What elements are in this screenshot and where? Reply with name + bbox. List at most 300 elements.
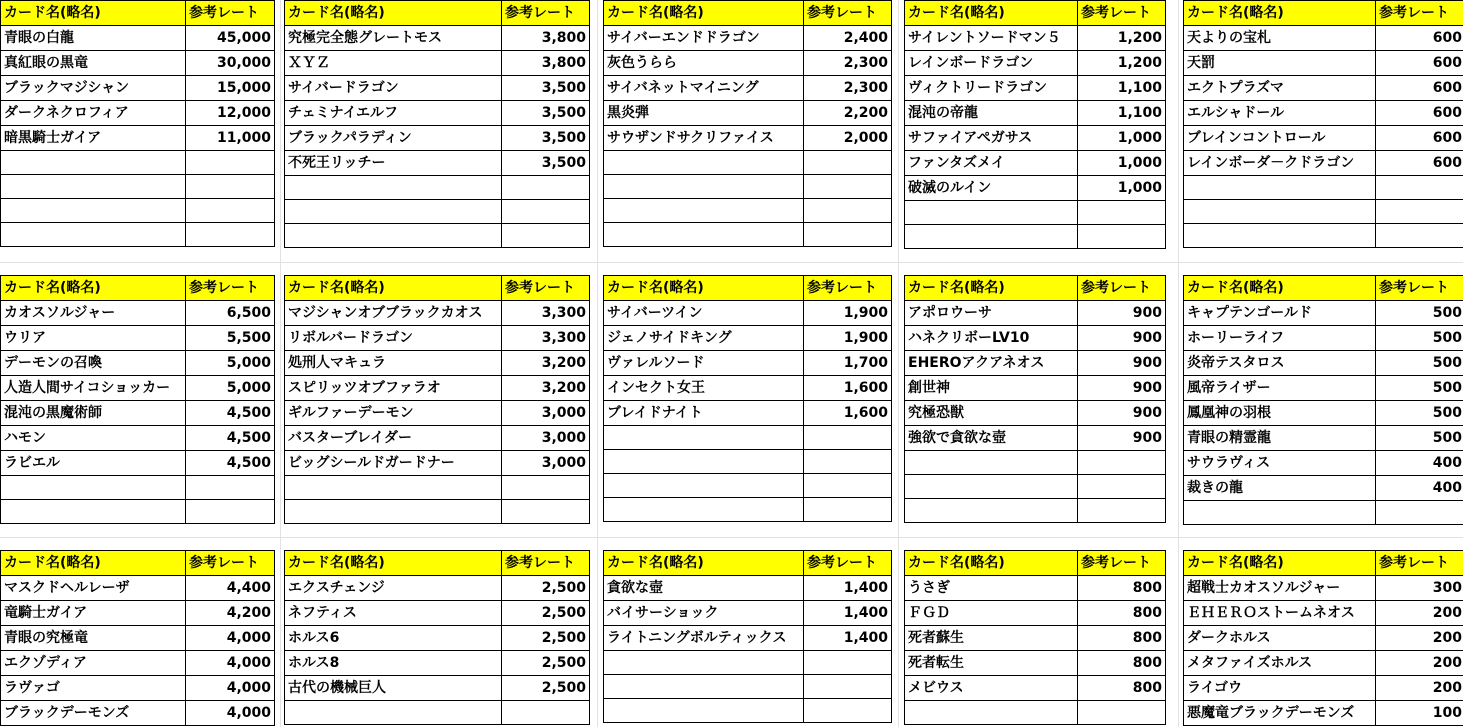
card-name-cell[interactable]: ウリア xyxy=(1,326,186,351)
card-name-cell[interactable]: ヴィクトリードラゴン xyxy=(905,76,1078,101)
card-name-cell[interactable]: ダークホルス xyxy=(1184,626,1376,651)
card-name-cell[interactable]: バスターブレイダー xyxy=(285,426,502,451)
header-card-name[interactable]: カード名(略名) xyxy=(1184,551,1376,576)
rate-cell[interactable]: 3,000 xyxy=(502,401,590,426)
rate-cell[interactable] xyxy=(1078,499,1166,523)
card-name-cell[interactable]: デーモンの召喚 xyxy=(1,351,186,376)
rate-cell[interactable]: 4,000 xyxy=(186,626,275,651)
table-row xyxy=(1,26,275,51)
card-name-cell[interactable]: アポロウーサ xyxy=(905,301,1078,326)
rate-cell[interactable]: 2,500 xyxy=(502,601,590,626)
card-name-cell[interactable]: うさぎ xyxy=(905,576,1078,601)
card-name-cell[interactable]: 悪魔竜ブラックデーモンズ xyxy=(1184,701,1376,726)
card-name-cell[interactable]: サウザンドサクリファイス xyxy=(604,126,804,151)
card-name-cell[interactable]: サウラヴィス xyxy=(1184,451,1376,476)
card-name-cell[interactable] xyxy=(1,476,186,500)
card-name-cell[interactable]: チェミナイエルフ xyxy=(285,101,502,126)
rate-cell[interactable]: 200 xyxy=(1376,651,1463,676)
table-row xyxy=(1184,626,1463,651)
rate-cell[interactable]: 800 xyxy=(1078,601,1166,626)
table-row xyxy=(285,651,590,676)
rate-cell[interactable]: 1,400 xyxy=(804,601,892,626)
card-name-cell[interactable]: ハネクリボーLV10 xyxy=(905,326,1078,351)
card-name-cell[interactable] xyxy=(905,451,1078,475)
rate-cell[interactable]: 12,000 xyxy=(186,101,275,126)
card-name-cell[interactable]: 暗黒騎士ガイア xyxy=(1,126,186,151)
table-row xyxy=(1184,676,1463,701)
table-row xyxy=(905,676,1166,701)
rate-cell[interactable]: 4,500 xyxy=(186,401,275,426)
table-header-row xyxy=(905,1,1166,26)
rate-cell[interactable]: 900 xyxy=(1078,401,1166,426)
card-name-cell[interactable]: ライトニングボルティックス xyxy=(604,626,804,651)
rate-cell[interactable]: 900 xyxy=(1078,376,1166,401)
rate-cell[interactable]: 4,500 xyxy=(186,451,275,476)
card-name-cell[interactable] xyxy=(604,675,804,699)
rate-cell[interactable] xyxy=(1376,224,1463,248)
header-card-name[interactable]: カード名(略名) xyxy=(1184,276,1376,301)
header-reference-rate[interactable]: 参考レート xyxy=(186,276,275,301)
rate-cell[interactable]: 500 xyxy=(1376,426,1463,451)
rate-cell[interactable] xyxy=(804,675,892,699)
table-row xyxy=(1,426,275,451)
header-reference-rate[interactable]: 参考レート xyxy=(502,276,590,301)
rate-cell[interactable]: 600 xyxy=(1376,51,1463,76)
rate-cell[interactable]: 2,500 xyxy=(502,676,590,701)
header-reference-rate[interactable]: 参考レート xyxy=(502,1,590,26)
rate-cell[interactable]: 3,500 xyxy=(502,76,590,101)
rate-cell[interactable] xyxy=(804,223,892,247)
card-name-cell[interactable] xyxy=(1184,200,1376,224)
rate-cell[interactable]: 1,100 xyxy=(1078,76,1166,101)
card-name-cell[interactable]: 青眼の究極竜 xyxy=(1,626,186,651)
rate-cell[interactable] xyxy=(1078,475,1166,499)
card-name-cell[interactable]: 天罰 xyxy=(1184,51,1376,76)
table-row xyxy=(1184,351,1463,376)
rate-cell[interactable]: 1,700 xyxy=(804,351,892,376)
rate-cell[interactable]: 3,000 xyxy=(502,426,590,451)
table-row xyxy=(285,476,590,500)
rate-cell[interactable] xyxy=(502,500,590,524)
card-name-cell[interactable]: 究極完全態グレートモス xyxy=(285,26,502,51)
card-name-cell[interactable]: エクトプラズマ xyxy=(1184,76,1376,101)
card-name-cell[interactable] xyxy=(905,701,1078,725)
card-name-cell[interactable] xyxy=(285,500,502,524)
table-row xyxy=(285,76,590,101)
card-name-cell[interactable] xyxy=(1,199,186,223)
header-reference-rate[interactable]: 参考レート xyxy=(804,1,892,26)
header-reference-rate[interactable]: 参考レート xyxy=(1078,276,1166,301)
rate-cell[interactable]: 200 xyxy=(1376,626,1463,651)
card-name-cell[interactable]: 混沌の黒魔術師 xyxy=(1,401,186,426)
card-name-cell[interactable] xyxy=(285,176,502,200)
rate-cell[interactable] xyxy=(804,498,892,522)
header-card-name[interactable]: カード名(略名) xyxy=(1,551,186,576)
rate-cell[interactable]: 1,000 xyxy=(1078,126,1166,151)
rate-cell[interactable] xyxy=(1078,201,1166,225)
rate-cell[interactable] xyxy=(186,199,275,223)
card-name-cell[interactable]: ブラックパラディン xyxy=(285,126,502,151)
rate-cell[interactable]: 6,500 xyxy=(186,301,275,326)
rate-cell[interactable]: 4,500 xyxy=(186,426,275,451)
header-card-name[interactable]: カード名(略名) xyxy=(905,551,1078,576)
card-name-cell[interactable]: 風帝ライザー xyxy=(1184,376,1376,401)
rate-cell[interactable]: 1,000 xyxy=(1078,176,1166,201)
rate-cell[interactable]: 300 xyxy=(1376,576,1463,601)
card-name-cell[interactable]: 死者蘇生 xyxy=(905,626,1078,651)
card-name-cell[interactable]: ホルス6 xyxy=(285,626,502,651)
header-card-name[interactable]: カード名(略名) xyxy=(1184,1,1376,26)
rate-cell[interactable]: 100 xyxy=(1376,701,1463,726)
rate-cell[interactable]: 5,000 xyxy=(186,376,275,401)
rate-cell[interactable]: 1,200 xyxy=(1078,51,1166,76)
card-name-cell[interactable]: キャプテンゴールド xyxy=(1184,301,1376,326)
card-name-cell[interactable]: 灰色うらら xyxy=(604,51,804,76)
card-name-cell[interactable] xyxy=(1184,176,1376,200)
rate-cell[interactable]: 2,500 xyxy=(502,651,590,676)
rate-cell[interactable] xyxy=(186,151,275,175)
header-reference-rate[interactable]: 参考レート xyxy=(186,551,275,576)
card-name-cell[interactable]: 黒炎弾 xyxy=(604,101,804,126)
rate-cell[interactable]: 800 xyxy=(1078,576,1166,601)
table-row xyxy=(604,376,892,401)
card-name-cell[interactable]: バイサーショック xyxy=(604,601,804,626)
table-row xyxy=(905,499,1166,523)
card-name-cell[interactable]: ラヴァゴ xyxy=(1,676,186,701)
rate-cell[interactable]: 3,800 xyxy=(502,26,590,51)
card-name-cell[interactable]: 超戦士カオスソルジャー xyxy=(1184,576,1376,601)
rate-cell[interactable]: 900 xyxy=(1078,426,1166,451)
rate-cell[interactable]: 3,800 xyxy=(502,51,590,76)
header-reference-rate[interactable]: 参考レート xyxy=(186,1,275,26)
card-name-cell[interactable] xyxy=(604,199,804,223)
header-reference-rate[interactable]: 参考レート xyxy=(1376,551,1463,576)
rate-cell[interactable] xyxy=(1376,200,1463,224)
card-name-cell[interactable]: 炎帝テスタロス xyxy=(1184,351,1376,376)
card-name-cell[interactable] xyxy=(905,201,1078,225)
card-name-cell[interactable]: マジシャンオブブラックカオス xyxy=(285,301,502,326)
rate-cell[interactable] xyxy=(186,223,275,247)
rate-cell[interactable] xyxy=(1078,225,1166,249)
card-name-cell[interactable] xyxy=(905,499,1078,523)
rate-cell[interactable] xyxy=(1376,176,1463,200)
card-name-cell[interactable]: 青眼の精霊龍 xyxy=(1184,426,1376,451)
card-name-cell[interactable]: ビッグシールドガードナー xyxy=(285,451,502,476)
rate-cell[interactable]: 30,000 xyxy=(186,51,275,76)
card-name-cell[interactable]: ホルス8 xyxy=(285,651,502,676)
card-name-cell[interactable]: メビウス xyxy=(905,676,1078,701)
card-name-cell[interactable] xyxy=(905,475,1078,499)
rate-cell[interactable] xyxy=(804,151,892,175)
card-name-cell[interactable]: 究極恐獣 xyxy=(905,401,1078,426)
card-name-cell[interactable] xyxy=(604,651,804,675)
rate-cell[interactable] xyxy=(502,200,590,224)
table-row xyxy=(905,626,1166,651)
card-name-cell[interactable]: 古代の機械巨人 xyxy=(285,676,502,701)
rate-cell[interactable]: 4,200 xyxy=(186,601,275,626)
card-name-cell[interactable]: 死者転生 xyxy=(905,651,1078,676)
card-name-cell[interactable]: 天よりの宝札 xyxy=(1184,26,1376,51)
card-name-cell[interactable]: ＦＧＤ xyxy=(905,601,1078,626)
rate-cell[interactable]: 1,900 xyxy=(804,301,892,326)
rate-cell[interactable] xyxy=(804,175,892,199)
card-name-cell[interactable]: ホーリーライフ xyxy=(1184,326,1376,351)
card-name-cell[interactable]: スピリッツオブファラオ xyxy=(285,376,502,401)
card-name-cell[interactable] xyxy=(1,500,186,524)
rate-cell[interactable]: 500 xyxy=(1376,351,1463,376)
rate-cell[interactable]: 3,200 xyxy=(502,351,590,376)
card-name-cell[interactable] xyxy=(604,223,804,247)
table-row xyxy=(1,101,275,126)
table-row xyxy=(905,426,1166,451)
rate-cell[interactable] xyxy=(186,500,275,524)
card-name-cell[interactable]: ファンタズメイ xyxy=(905,151,1078,176)
card-name-cell[interactable]: ＸＹＺ xyxy=(285,51,502,76)
rate-cell[interactable]: 3,300 xyxy=(502,301,590,326)
card-name-cell[interactable]: ブレインコントロール xyxy=(1184,126,1376,151)
table-header-row xyxy=(905,276,1166,301)
table-row xyxy=(285,200,590,224)
rate-cell[interactable]: 500 xyxy=(1376,401,1463,426)
card-name-cell[interactable]: サイバネットマイニング xyxy=(604,76,804,101)
rate-cell[interactable]: 4,000 xyxy=(186,701,275,726)
rate-cell[interactable]: 200 xyxy=(1376,601,1463,626)
card-name-cell[interactable]: エルシャドール xyxy=(1184,101,1376,126)
table-row xyxy=(604,498,892,522)
rate-table-14 xyxy=(904,550,1166,725)
card-name-cell[interactable]: エクゾディア xyxy=(1,651,186,676)
rate-cell[interactable]: 600 xyxy=(1376,101,1463,126)
rate-cell[interactable]: 3,500 xyxy=(502,126,590,151)
rate-cell[interactable]: 600 xyxy=(1376,76,1463,101)
header-card-name[interactable]: カード名(略名) xyxy=(285,1,502,26)
rate-cell[interactable] xyxy=(804,651,892,675)
card-name-cell[interactable]: サファイアペガサス xyxy=(905,126,1078,151)
rate-cell[interactable] xyxy=(804,699,892,723)
rate-cell[interactable]: 1,200 xyxy=(1078,26,1166,51)
rate-cell[interactable] xyxy=(502,224,590,248)
card-name-cell[interactable]: マスクドヘルレーザ xyxy=(1,576,186,601)
rate-cell[interactable]: 2,400 xyxy=(804,26,892,51)
rate-cell[interactable] xyxy=(502,176,590,200)
card-name-cell[interactable]: 混沌の帝龍 xyxy=(905,101,1078,126)
card-name-cell[interactable] xyxy=(604,498,804,522)
rate-cell[interactable] xyxy=(1078,701,1166,725)
card-name-cell[interactable] xyxy=(604,151,804,175)
rate-cell[interactable]: 3,500 xyxy=(502,151,590,176)
card-name-cell[interactable] xyxy=(604,450,804,474)
card-name-cell[interactable]: 人造人間サイコショッカー xyxy=(1,376,186,401)
rate-cell[interactable]: 4,400 xyxy=(186,576,275,601)
rate-cell[interactable]: 1,600 xyxy=(804,376,892,401)
card-name-cell[interactable] xyxy=(604,175,804,199)
table-row xyxy=(1,676,275,701)
card-name-cell[interactable] xyxy=(285,701,502,725)
rate-cell[interactable]: 1,900 xyxy=(804,326,892,351)
card-name-cell[interactable]: ヴァレルソード xyxy=(604,351,804,376)
table-row xyxy=(285,151,590,176)
rate-cell[interactable] xyxy=(804,199,892,223)
header-card-name[interactable]: カード名(略名) xyxy=(604,1,804,26)
card-name-cell[interactable]: サイレントソードマン５ xyxy=(905,26,1078,51)
card-name-cell[interactable]: エクスチェンジ xyxy=(285,576,502,601)
rate-cell[interactable]: 2,500 xyxy=(502,626,590,651)
card-name-cell[interactable]: ダークネクロフィア xyxy=(1,101,186,126)
card-name-cell[interactable]: ラビエル xyxy=(1,451,186,476)
table-row xyxy=(285,224,590,248)
rate-cell[interactable]: 900 xyxy=(1078,351,1166,376)
header-card-name[interactable]: カード名(略名) xyxy=(905,1,1078,26)
header-reference-rate[interactable]: 参考レート xyxy=(1376,1,1463,26)
card-name-cell[interactable]: ブラックマジシャン xyxy=(1,76,186,101)
header-reference-rate[interactable]: 参考レート xyxy=(1078,1,1166,26)
rate-cell[interactable]: 200 xyxy=(1376,676,1463,701)
card-name-cell[interactable]: サイバードラゴン xyxy=(285,76,502,101)
card-name-cell[interactable] xyxy=(1,223,186,247)
rate-cell[interactable]: 600 xyxy=(1376,151,1463,176)
table-row xyxy=(285,500,590,524)
rate-cell[interactable]: 45,000 xyxy=(186,26,275,51)
rate-cell[interactable]: 2,000 xyxy=(804,126,892,151)
header-reference-rate[interactable]: 参考レート xyxy=(1376,276,1463,301)
rate-cell[interactable]: 400 xyxy=(1376,451,1463,476)
card-name-cell[interactable]: 創世神 xyxy=(905,376,1078,401)
card-name-cell[interactable]: リボルバードラゴン xyxy=(285,326,502,351)
rate-cell[interactable]: 5,500 xyxy=(186,326,275,351)
card-name-cell[interactable] xyxy=(285,200,502,224)
header-reference-rate[interactable]: 参考レート xyxy=(1078,551,1166,576)
rate-cell[interactable]: 500 xyxy=(1376,326,1463,351)
rate-cell[interactable]: 15,000 xyxy=(186,76,275,101)
card-name-cell[interactable] xyxy=(604,474,804,498)
rate-cell[interactable]: 900 xyxy=(1078,326,1166,351)
table-row xyxy=(1,476,275,500)
header-reference-rate[interactable]: 参考レート xyxy=(502,551,590,576)
rate-cell[interactable]: 2,500 xyxy=(502,576,590,601)
header-card-name[interactable]: カード名(略名) xyxy=(604,276,804,301)
rate-cell[interactable]: 600 xyxy=(1376,126,1463,151)
rate-cell[interactable]: 2,300 xyxy=(804,51,892,76)
table-row xyxy=(285,576,590,601)
rate-cell[interactable] xyxy=(804,450,892,474)
rate-cell[interactable]: 3,200 xyxy=(502,376,590,401)
card-name-cell[interactable]: メタファイズホルス xyxy=(1184,651,1376,676)
header-card-name[interactable]: カード名(略名) xyxy=(604,551,804,576)
rate-cell[interactable] xyxy=(1078,451,1166,475)
header-card-name[interactable]: カード名(略名) xyxy=(285,551,502,576)
rate-cell[interactable] xyxy=(186,476,275,500)
rate-cell[interactable]: 2,300 xyxy=(804,76,892,101)
rate-cell[interactable]: 800 xyxy=(1078,676,1166,701)
card-name-cell[interactable]: ライゴウ xyxy=(1184,676,1376,701)
card-name-cell[interactable]: ブレイドナイト xyxy=(604,401,804,426)
rate-cell[interactable]: 1,000 xyxy=(1078,151,1166,176)
table-row xyxy=(604,699,892,723)
rate-cell[interactable]: 800 xyxy=(1078,626,1166,651)
header-card-name[interactable]: カード名(略名) xyxy=(1,276,186,301)
header-reference-rate[interactable]: 参考レート xyxy=(804,276,892,301)
card-name-cell[interactable]: 鳳凰神の羽根 xyxy=(1184,401,1376,426)
rate-cell[interactable]: 900 xyxy=(1078,301,1166,326)
card-name-cell[interactable]: レインボードラゴン xyxy=(905,51,1078,76)
rate-cell[interactable] xyxy=(1376,501,1463,525)
card-name-cell[interactable]: ジェノサイドキング xyxy=(604,326,804,351)
card-name-cell[interactable]: ブラックデーモンズ xyxy=(1,701,186,726)
card-name-cell[interactable] xyxy=(604,426,804,450)
rate-cell[interactable]: 2,200 xyxy=(804,101,892,126)
card-name-cell[interactable]: EHEROアクアネオス xyxy=(905,351,1078,376)
rate-cell[interactable]: 1,400 xyxy=(804,576,892,601)
rate-cell[interactable]: 1,100 xyxy=(1078,101,1166,126)
card-name-cell[interactable]: 貪欲な壺 xyxy=(604,576,804,601)
card-name-cell[interactable]: インセクト女王 xyxy=(604,376,804,401)
rate-cell[interactable]: 1,600 xyxy=(804,401,892,426)
rate-cell[interactable]: 500 xyxy=(1376,376,1463,401)
card-name-cell[interactable] xyxy=(1184,501,1376,525)
rate-cell[interactable]: 3,000 xyxy=(502,451,590,476)
rate-cell[interactable]: 500 xyxy=(1376,301,1463,326)
table-row xyxy=(285,301,590,326)
rate-cell[interactable]: 4,000 xyxy=(186,676,275,701)
header-card-name[interactable]: カード名(略名) xyxy=(1,1,186,26)
card-name-cell[interactable]: 青眼の白龍 xyxy=(1,26,186,51)
rate-cell[interactable]: 400 xyxy=(1376,476,1463,501)
card-name-cell[interactable] xyxy=(1,151,186,175)
card-name-cell[interactable]: 強欲で貪欲な壺 xyxy=(905,426,1078,451)
table-row xyxy=(1,651,275,676)
card-name-cell[interactable] xyxy=(285,476,502,500)
card-name-cell[interactable]: 不死王リッチー xyxy=(285,151,502,176)
header-card-name[interactable]: カード名(略名) xyxy=(905,276,1078,301)
rate-cell[interactable]: 600 xyxy=(1376,26,1463,51)
card-name-cell[interactable] xyxy=(604,699,804,723)
card-name-cell[interactable]: 裁きの龍 xyxy=(1184,476,1376,501)
rate-cell[interactable]: 3,500 xyxy=(502,101,590,126)
card-name-cell[interactable] xyxy=(285,224,502,248)
table-row xyxy=(905,601,1166,626)
card-name-cell[interactable]: 破滅のルイン xyxy=(905,176,1078,201)
card-name-cell[interactable]: ＥＨＥＲＯストームネオス xyxy=(1184,601,1376,626)
rate-cell[interactable]: 11,000 xyxy=(186,126,275,151)
card-name-cell[interactable]: ギルファーデーモン xyxy=(285,401,502,426)
rate-cell[interactable] xyxy=(186,175,275,199)
rate-cell[interactable] xyxy=(502,701,590,725)
rate-cell[interactable] xyxy=(804,474,892,498)
card-name-cell[interactable]: サイバーエンドドラゴン xyxy=(604,26,804,51)
card-name-cell[interactable] xyxy=(905,225,1078,249)
header-reference-rate[interactable]: 参考レート xyxy=(804,551,892,576)
rate-cell[interactable]: 1,400 xyxy=(804,626,892,651)
card-name-cell[interactable]: ネフティス xyxy=(285,601,502,626)
rate-cell[interactable] xyxy=(502,476,590,500)
card-name-cell[interactable]: カオスソルジャー xyxy=(1,301,186,326)
card-name-cell[interactable]: 竜騎士ガイア xyxy=(1,601,186,626)
card-name-cell[interactable]: 処刑人マキュラ xyxy=(285,351,502,376)
card-name-cell[interactable]: 真紅眼の黒竜 xyxy=(1,51,186,76)
card-name-cell[interactable]: サイバーツイン xyxy=(604,301,804,326)
rate-table-8 xyxy=(603,275,892,522)
card-name-cell[interactable] xyxy=(1184,224,1376,248)
rate-cell[interactable] xyxy=(804,426,892,450)
card-name-cell[interactable] xyxy=(1,175,186,199)
card-name-cell[interactable]: レインボーダ－クドラゴン xyxy=(1184,151,1376,176)
rate-cell[interactable]: 800 xyxy=(1078,651,1166,676)
rate-cell[interactable]: 4,000 xyxy=(186,651,275,676)
rate-cell[interactable]: 3,300 xyxy=(502,326,590,351)
card-name-cell[interactable]: ハモン xyxy=(1,426,186,451)
header-card-name[interactable]: カード名(略名) xyxy=(285,276,502,301)
rate-cell[interactable]: 5,000 xyxy=(186,351,275,376)
